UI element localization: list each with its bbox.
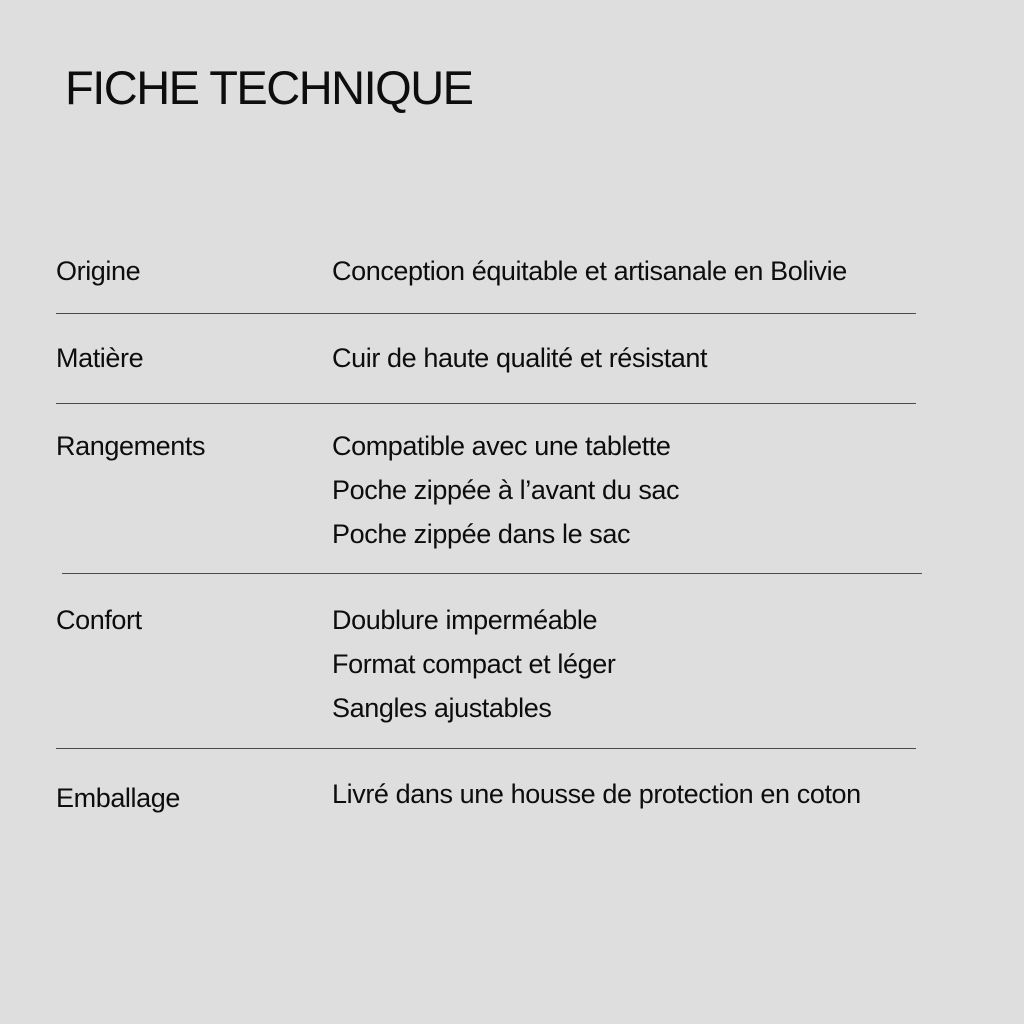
spec-value-line: Doublure imperméable <box>332 605 598 635</box>
spec-value-line: Livré dans une housse de protection en coton <box>332 779 861 809</box>
row-divider <box>62 573 922 574</box>
spec-label-emballage: Emballage <box>56 783 180 813</box>
spec-value-line: Sangles ajustables <box>332 693 552 723</box>
row-divider <box>56 748 916 749</box>
spec-label-matiere: Matière <box>56 343 144 373</box>
spec-value-origine <box>332 249 847 293</box>
spec-value-rangements <box>332 424 679 556</box>
spec-label-rangements: Rangements <box>56 431 206 461</box>
row-divider <box>56 313 916 314</box>
spec-label-confort: Confort <box>56 605 142 635</box>
page-title: FICHE TECHNIQUE <box>65 61 473 114</box>
spec-value-line: Format compact et léger <box>332 649 616 679</box>
spec-value-line: Compatible avec une tablette <box>332 431 671 461</box>
row-divider <box>56 403 916 404</box>
spec-value-line: Poche zippée à l’avant du sac <box>332 475 680 505</box>
spec-value-line: Conception équitable et artisanale en Bolivie <box>332 256 847 286</box>
spec-value-line: Cuir de haute qualité et résistant <box>332 343 708 373</box>
spec-value-line: Poche zippée dans le sac <box>332 519 631 549</box>
spec-value-confort <box>332 598 615 730</box>
spec-value-matiere <box>332 336 707 380</box>
spec-value-emballage <box>332 772 861 816</box>
spec-label-origine: Origine <box>56 256 141 286</box>
